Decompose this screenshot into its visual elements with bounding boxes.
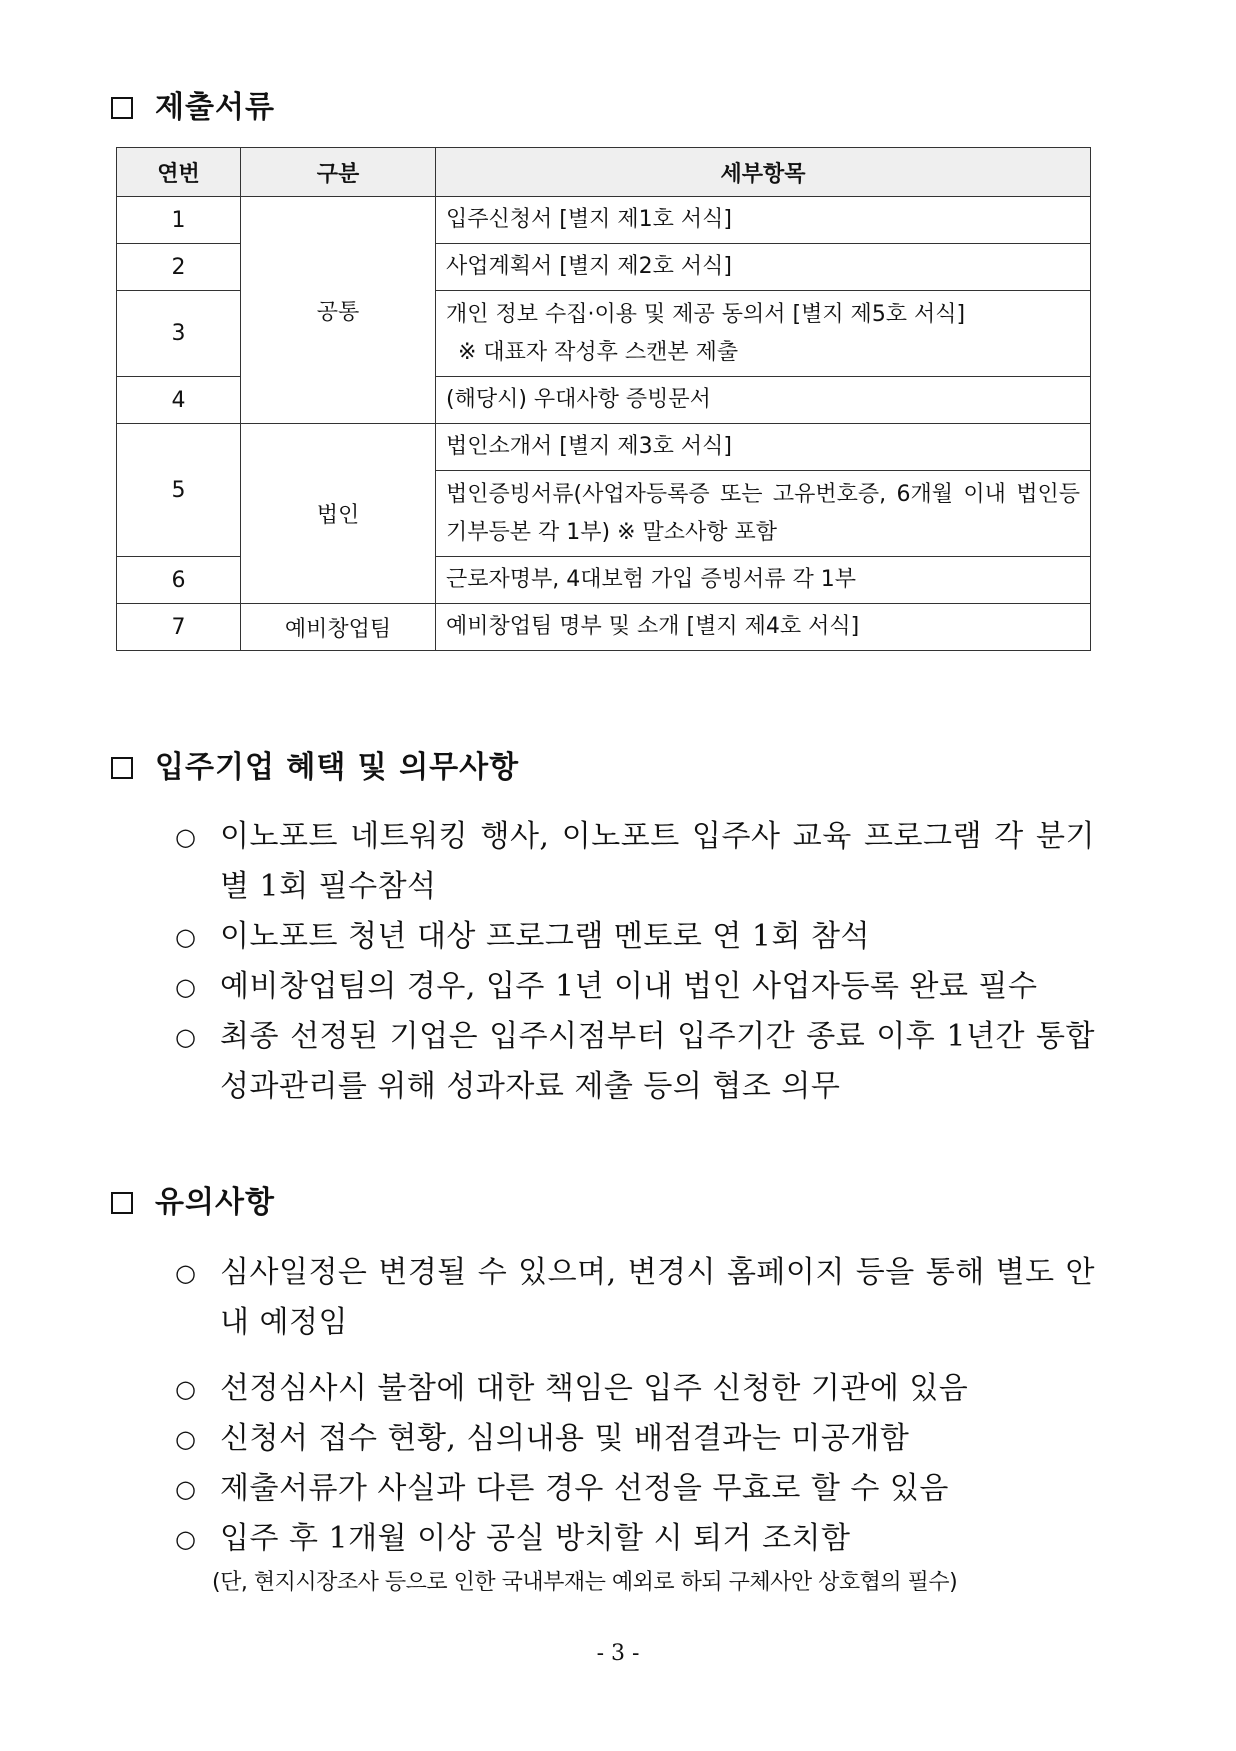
list-item-text: 심사일정은 변경될 수 있으며, 변경시 홈페이지 등을 통해 별도 안내 예정임 xyxy=(220,1255,1095,1340)
detail-item: 사업계획서 [별지 제2호 서식] xyxy=(436,244,1091,291)
list-item-text: 입주 후 1개월 이상 공실 방치할 시 퇴거 조치함 xyxy=(220,1521,851,1556)
benefits-list xyxy=(175,812,1095,1112)
detail-item: 법인증빙서류(사업자등록증 또는 고유번호증, 6개월 이내 법인등기부등본 각 1부) ※ 말소사항 포함 xyxy=(436,471,1091,557)
detail-item-note: ※ 대표자 작성후 스캔본 제출 xyxy=(458,339,739,365)
table-row xyxy=(117,197,1091,244)
circle-bullet-icon: ○ xyxy=(175,1475,197,1503)
detail-item-text: 개인 정보 수집·이용 및 제공 동의서 [별지 제5호 서식] xyxy=(446,301,966,327)
list-item xyxy=(175,962,1095,1012)
section-title-benefits xyxy=(111,748,519,788)
circle-bullet-icon: ○ xyxy=(175,1525,197,1553)
header-details: 세부항목 xyxy=(436,148,1091,197)
list-item xyxy=(175,1012,1095,1112)
section-title-submission xyxy=(111,88,275,128)
row-number: 4 xyxy=(117,377,241,424)
footnote: (단, 현지시장조사 등으로 인한 국내부재는 예외로 하되 구체사안 상호협의 필수) xyxy=(212,1570,958,1595)
circle-bullet-icon: ○ xyxy=(175,1023,197,1051)
circle-bullet-icon: ○ xyxy=(175,973,197,1001)
row-number: 5 xyxy=(117,424,241,557)
list-item xyxy=(175,1414,1095,1464)
detail-item: 예비창업팀 명부 및 소개 [별지 제4호 서식] xyxy=(436,604,1091,651)
list-item-text: 이노포트 네트워킹 행사, 이노포트 입주사 교육 프로그램 각 분기별 1회 필수참석 xyxy=(220,819,1095,904)
row-number: 7 xyxy=(117,604,241,651)
detail-item: 입주신청서 [별지 제1호 서식] xyxy=(436,197,1091,244)
category-prestartup: 예비창업팀 xyxy=(241,604,436,651)
notes-list xyxy=(175,1248,1095,1564)
list-item-text: 이노포트 청년 대상 프로그램 멘토로 연 1회 참석 xyxy=(220,919,870,954)
list-item xyxy=(175,1364,1095,1414)
page-number: - 3 - xyxy=(596,1641,640,1666)
list-item xyxy=(175,1248,1095,1348)
checkbox-square-icon xyxy=(111,97,133,119)
section-title-text: 제출서류 xyxy=(155,90,275,125)
list-item-text: 예비창업팀의 경우, 입주 1년 이내 법인 사업자등록 완료 필수 xyxy=(220,969,1038,1004)
circle-bullet-icon: ○ xyxy=(175,1425,197,1453)
header-number: 연번 xyxy=(117,148,241,197)
row-number: 6 xyxy=(117,557,241,604)
checkbox-square-icon xyxy=(111,1192,133,1214)
detail-item: 근로자명부, 4대보험 가입 증빙서류 각 1부 xyxy=(436,557,1091,604)
list-item-text: 최종 선정된 기업은 입주시점부터 입주기간 종료 이후 1년간 통합성과관리를 위해 성과자료 제출 등의 협조 의무 xyxy=(220,1019,1095,1104)
detail-item: (해당시) 우대사항 증빙문서 xyxy=(436,377,1091,424)
category-corporation: 법인 xyxy=(241,424,436,604)
circle-bullet-icon: ○ xyxy=(175,823,197,851)
circle-bullet-icon: ○ xyxy=(175,923,197,951)
table-row xyxy=(117,424,1091,471)
section-title-text: 입주기업 혜택 및 의무사항 xyxy=(155,750,520,785)
list-item xyxy=(175,1514,1095,1564)
circle-bullet-icon: ○ xyxy=(175,1259,197,1287)
checkbox-square-icon xyxy=(111,757,133,779)
submission-documents-table xyxy=(116,147,1091,651)
list-item xyxy=(175,812,1095,912)
list-item xyxy=(175,1464,1095,1514)
table-row xyxy=(117,604,1091,651)
row-number: 2 xyxy=(117,244,241,291)
circle-bullet-icon: ○ xyxy=(175,1375,197,1403)
table-header-row xyxy=(117,148,1091,197)
list-item xyxy=(175,912,1095,962)
list-item-text: 신청서 접수 현황, 심의내용 및 배점결과는 미공개함 xyxy=(220,1421,910,1456)
detail-item xyxy=(436,291,1091,377)
header-category: 구분 xyxy=(241,148,436,197)
detail-item: 법인소개서 [별지 제3호 서식] xyxy=(436,424,1091,471)
row-number: 1 xyxy=(117,197,241,244)
row-number: 3 xyxy=(117,291,241,377)
list-item-text: 선정심사시 불참에 대한 책임은 입주 신청한 기관에 있음 xyxy=(220,1371,969,1406)
section-title-notes xyxy=(111,1183,275,1223)
section-title-text: 유의사항 xyxy=(155,1185,275,1220)
list-item-text: 제출서류가 사실과 다른 경우 선정을 무효로 할 수 있음 xyxy=(220,1471,949,1506)
category-common: 공통 xyxy=(241,197,436,424)
